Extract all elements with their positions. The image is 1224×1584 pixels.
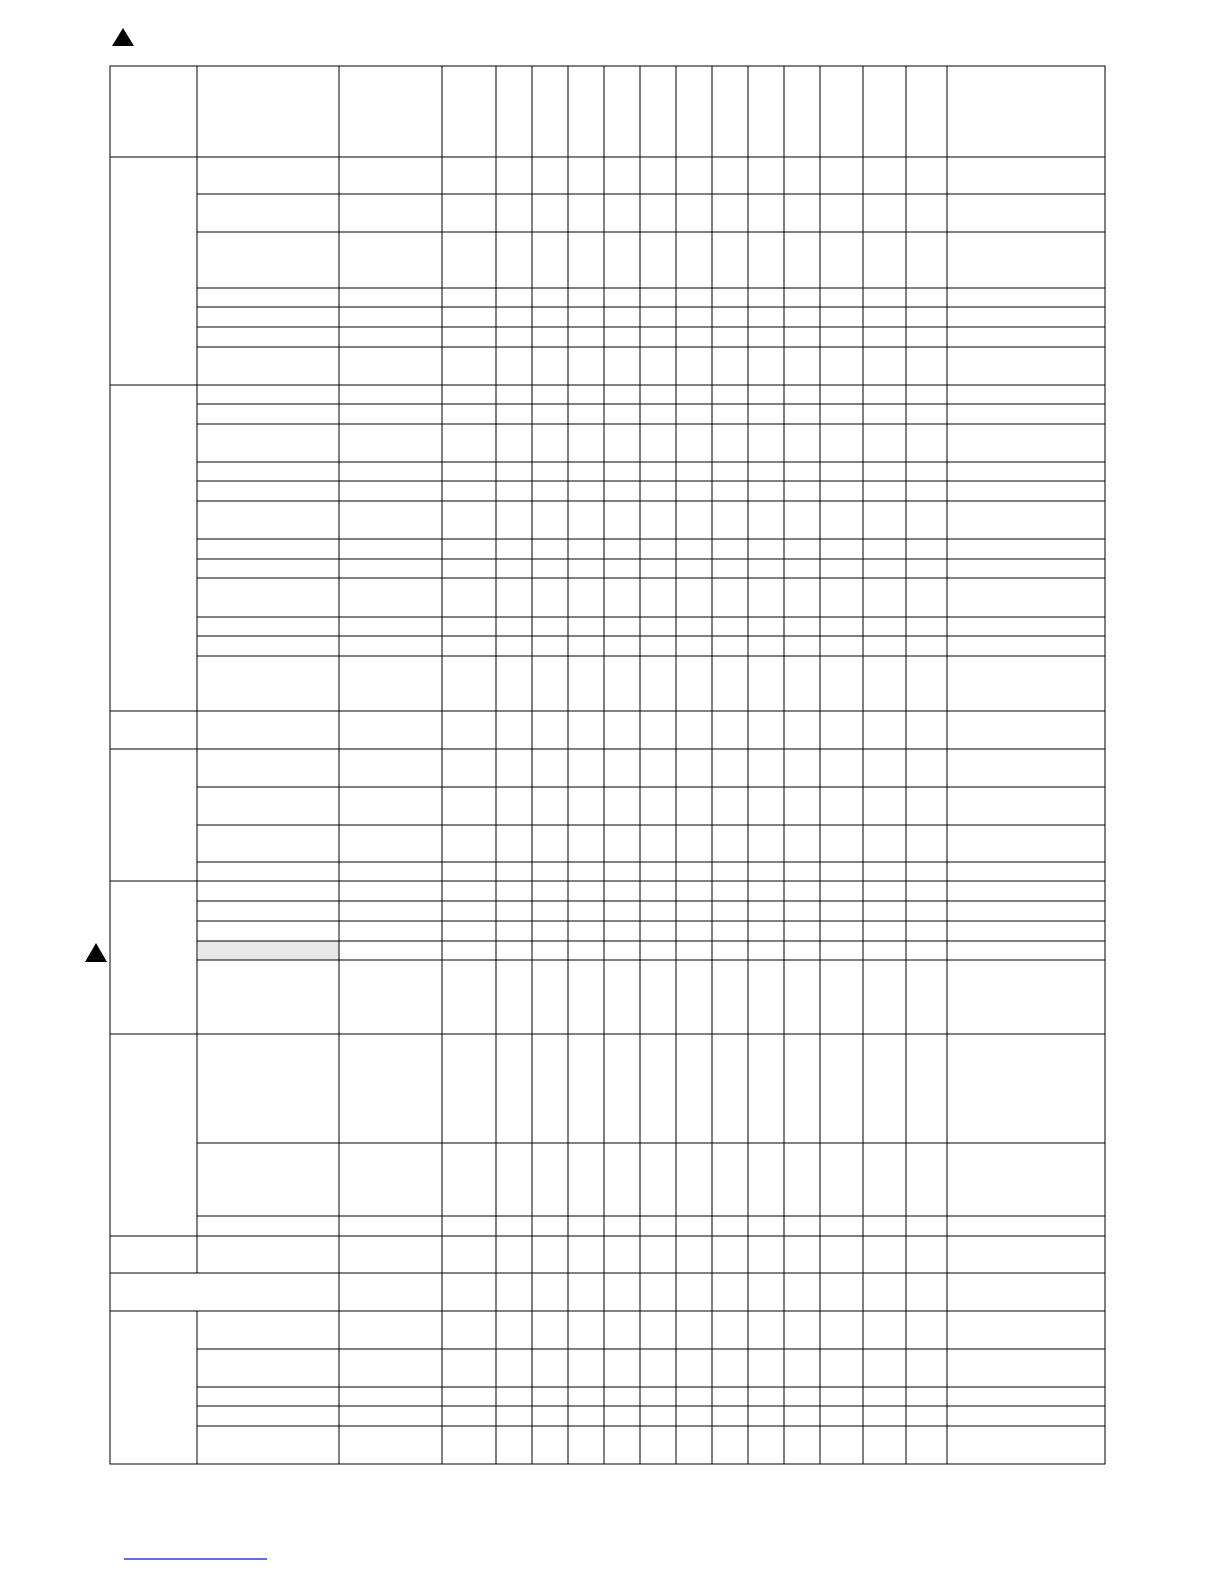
table-grid-lines xyxy=(110,66,1105,1464)
highlighted-cell xyxy=(198,941,339,960)
revision-triangle-icon xyxy=(85,943,107,962)
revision-triangle-icon xyxy=(112,28,134,46)
highlighted-cell-layer xyxy=(198,941,339,960)
table-border xyxy=(110,66,1105,1464)
